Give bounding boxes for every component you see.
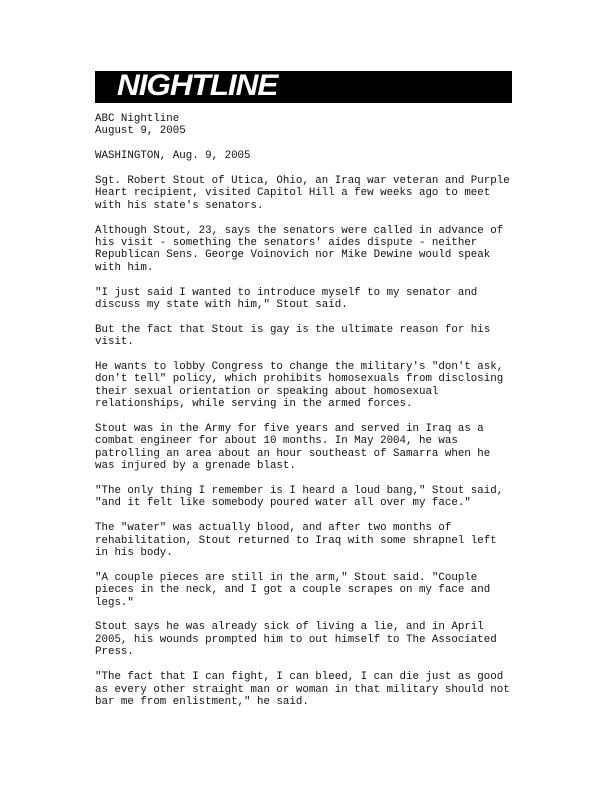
paragraph: "A couple pieces are still in the arm," Stout said. "Couple pieces in the neck, and I got a couple scrapes on my face and legs." [95, 571, 491, 609]
paragraph: Sgt. Robert Stout of Utica, Ohio, an Iraq war veteran and Purple Heart recipient, visited Capitol Hill a few weeks ago to meet with his state's senators. [95, 175, 510, 212]
paragraph: "I just said I wanted to introduce myself to my senator and discuss my state with him," Stout said. [95, 286, 478, 312]
logo-text: NIGHTLINE [117, 69, 278, 102]
paragraph: Although Stout, 23, says the senators were called in advance of his visit - something the senators' aides dispute - neither Republican Sens. George Voinovich nor Mike Dewine would speak with him. [95, 224, 504, 274]
dateline: WASHINGTON, Aug. 9, 2005 [95, 150, 251, 163]
transcript-document [95, 113, 525, 721]
paragraph: Stout says he was already sick of living a lie, and in April 2005, his wounds prompted him to out himself to The Associated Press. [95, 621, 497, 659]
paragraph: "The fact that I can fight, I can bleed, I can die just as good as every other straight man or woman in that military should not bar me from enlistment," he said. [95, 671, 510, 708]
source-line: ABC Nightline [95, 113, 180, 125]
date-line: August 9, 2005 [95, 125, 186, 138]
nightline-logo [95, 71, 512, 103]
paragraph: The "water" was actually blood, and after two months of rehabilitation, Stout returned to Iraq with some shrapnel left in his body. [95, 522, 497, 560]
paragraph: But the fact that Stout is gay is the ultimate reason for his visit. [95, 323, 491, 349]
paragraph: "The only thing I remember is I heard a loud bang," Stout said, "and it felt like somebody poured water all over my face." [95, 485, 504, 510]
paragraph: He wants to lobby Congress to change the military's "don't ask, don't tell" policy, which prohibits homosexuals from disclosing their sexual orientation or speaking about homosexual relationships, while serving in the armed forces. [95, 361, 504, 411]
paragraph: Stout was in the Army for five years and served in Iraq as a combat engineer for about 10 months. In May 2004, he was patrolling an area about an hour southeast of Samarra when he was injured by a grenade blast. [95, 423, 491, 473]
